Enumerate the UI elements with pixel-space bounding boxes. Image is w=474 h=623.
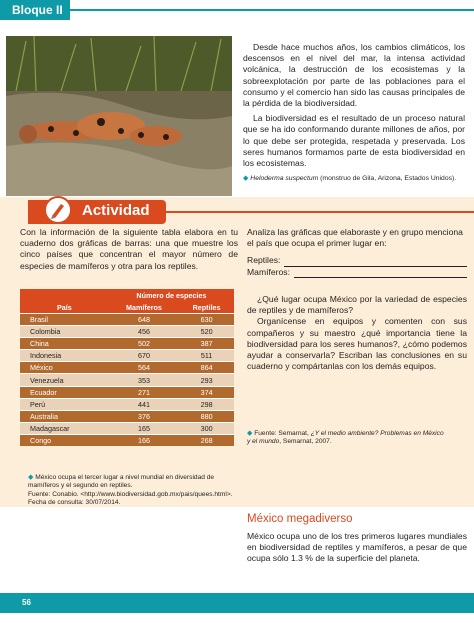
activity-rule — [166, 211, 474, 213]
source-post: , Semarnat, 2007. — [279, 438, 332, 446]
reptiles-answer-line — [247, 255, 467, 266]
col-header-reptiles: Reptiles — [179, 301, 234, 314]
table-row — [20, 434, 234, 446]
footer-bar — [0, 593, 474, 613]
table-row — [20, 374, 234, 386]
intro-paragraph-2: La biodiversidad es el resultado de un proceso natural que se ha ido conformando durante millones de años, por lo que debe ser protegida, respetada y preservada. Los seres humanos formamos parte de esta biodiversidad en los ecosistemas. — [243, 113, 465, 169]
analysis-block — [247, 227, 467, 278]
cell-reptiles: 630 — [179, 314, 234, 326]
cell-country: Indonesia — [20, 350, 109, 362]
photo-caption-species: Heloderma suspectum — [250, 175, 319, 182]
intro-paragraph-1: Desde hace muchos años, los cambios climáticos, los descensos en el nivel del mar, la intensa actividad volcánica, la destrucción de los ecosistemas y la sobreexplotación por parte de las poblaciones para el consumo y el comercio han sido las causas principales de la pérdida de la biodiversidad. — [243, 42, 465, 109]
cell-mammals: 502 — [109, 338, 179, 350]
bullet-icon: ◆ — [28, 474, 34, 481]
source-pre: Fuente: Semarnat, — [254, 430, 311, 437]
table-corner — [20, 289, 109, 301]
cell-mammals: 564 — [109, 362, 179, 374]
cell-reptiles: 298 — [179, 398, 234, 410]
answer-line — [294, 268, 467, 278]
cell-country: Venezuela — [20, 374, 109, 386]
page-number: 56 — [22, 598, 31, 607]
cell-mammals: 441 — [109, 398, 179, 410]
cell-mammals: 271 — [109, 386, 179, 398]
section-body — [247, 531, 467, 565]
answer-line — [284, 257, 467, 267]
section-text: México ocupa uno de los tres primeros lugares mundiales en biodiversidad de reptiles y mamíferos, a pesar de que ocupa sólo 1.3 % de la superficie del planeta. — [247, 531, 467, 564]
intro-text — [243, 42, 465, 173]
cell-reptiles: 520 — [179, 326, 234, 338]
reptiles-label: Reptiles: — [247, 255, 281, 266]
bloque-label: Bloque II — [0, 0, 70, 20]
table-row — [20, 350, 234, 362]
activity-title: Actividad — [82, 202, 150, 219]
cell-country: China — [20, 338, 109, 350]
activity-instructions — [20, 227, 238, 272]
cell-reptiles: 864 — [179, 362, 234, 374]
cell-country: Perú — [20, 398, 109, 410]
bullet-icon: ◆ — [243, 175, 249, 182]
table-row — [20, 398, 234, 410]
table-caption-text: México ocupa el tercer lugar a nivel mundial en diversidad de mamíferos y el segundo en reptiles. — [28, 474, 215, 490]
cell-country: Australia — [20, 410, 109, 422]
cell-mammals: 670 — [109, 350, 179, 362]
analysis-text: Analiza las gráficas que elaboraste y en grupo menciona el país que ocupa el primer lugar en: — [247, 227, 463, 249]
cell-mammals: 376 — [109, 410, 179, 422]
cell-reptiles: 880 — [179, 410, 234, 422]
cell-mammals: 166 — [109, 434, 179, 446]
cell-mammals: 353 — [109, 374, 179, 386]
mammals-label: Mamíferos: — [247, 266, 290, 277]
gila-monster-photo — [6, 36, 232, 196]
source-title: ¿Y el medio ambiente? Problemas en México y el mundo — [247, 430, 444, 446]
cell-reptiles: 268 — [179, 434, 234, 446]
question-text: ¿Qué lugar ocupa México por la variedad de especies de reptiles y de mamíferos? — [247, 294, 467, 316]
activity-instructions-text: Con la información de la siguiente tabla elabora en tu cuaderno dos gráficas de barras: una que muestre los cinco países que concentran el mayor número de especies de mamíferos y otra para los reptiles. — [20, 227, 238, 271]
photo-caption — [243, 174, 468, 183]
table-row — [20, 314, 234, 326]
cell-reptiles: 374 — [179, 386, 234, 398]
species-table — [20, 289, 234, 446]
source-note — [247, 430, 447, 447]
table-caption-source: Fuente: Conabio. <http://www.biodiversidad.gob.mx/pais/quees.html>. Fecha de consulta: 30/07/2014. — [28, 490, 233, 507]
discussion-text: Organícense en equipos y comenten con sus compañeros y su maestro ¿qué importancia tiene la biodiversidad para los seres humanos?, ¿cómo podemos ayudar a conservarla? Escriban las conclusiones en su cuaderno y compártanlas con los demás equipos. — [247, 316, 467, 372]
header-rule — [70, 9, 474, 11]
cell-country: México — [20, 362, 109, 374]
col-header-mammals: Mamíferos — [109, 301, 179, 314]
table-row — [20, 362, 234, 374]
header-bar — [0, 0, 474, 28]
cell-country: Brasil — [20, 314, 109, 326]
cell-reptiles: 293 — [179, 374, 234, 386]
mammals-answer-line — [247, 267, 467, 278]
pencil-icon — [44, 196, 72, 224]
cell-mammals: 456 — [109, 326, 179, 338]
cell-reptiles: 300 — [179, 422, 234, 434]
table-group-header: Número de especies — [109, 289, 234, 301]
cell-country: Colombia — [20, 326, 109, 338]
photo-caption-rest: (monstruo de Gila, Arizona, Estados Unidos). — [318, 175, 457, 182]
table-row — [20, 326, 234, 338]
table-row — [20, 422, 234, 434]
table-caption — [28, 474, 243, 508]
cell-reptiles: 387 — [179, 338, 234, 350]
col-header-country: País — [20, 301, 109, 314]
table-row — [20, 386, 234, 398]
cell-country: Congo — [20, 434, 109, 446]
bullet-icon: ◆ — [247, 430, 253, 437]
table-row — [20, 338, 234, 350]
questions-block — [247, 294, 467, 372]
cell-reptiles: 511 — [179, 350, 234, 362]
cell-country: Ecuador — [20, 386, 109, 398]
table-row — [20, 410, 234, 422]
cell-mammals: 165 — [109, 422, 179, 434]
section-title: México megadiverso — [247, 513, 353, 525]
cell-country: Madagascar — [20, 422, 109, 434]
cell-mammals: 648 — [109, 314, 179, 326]
